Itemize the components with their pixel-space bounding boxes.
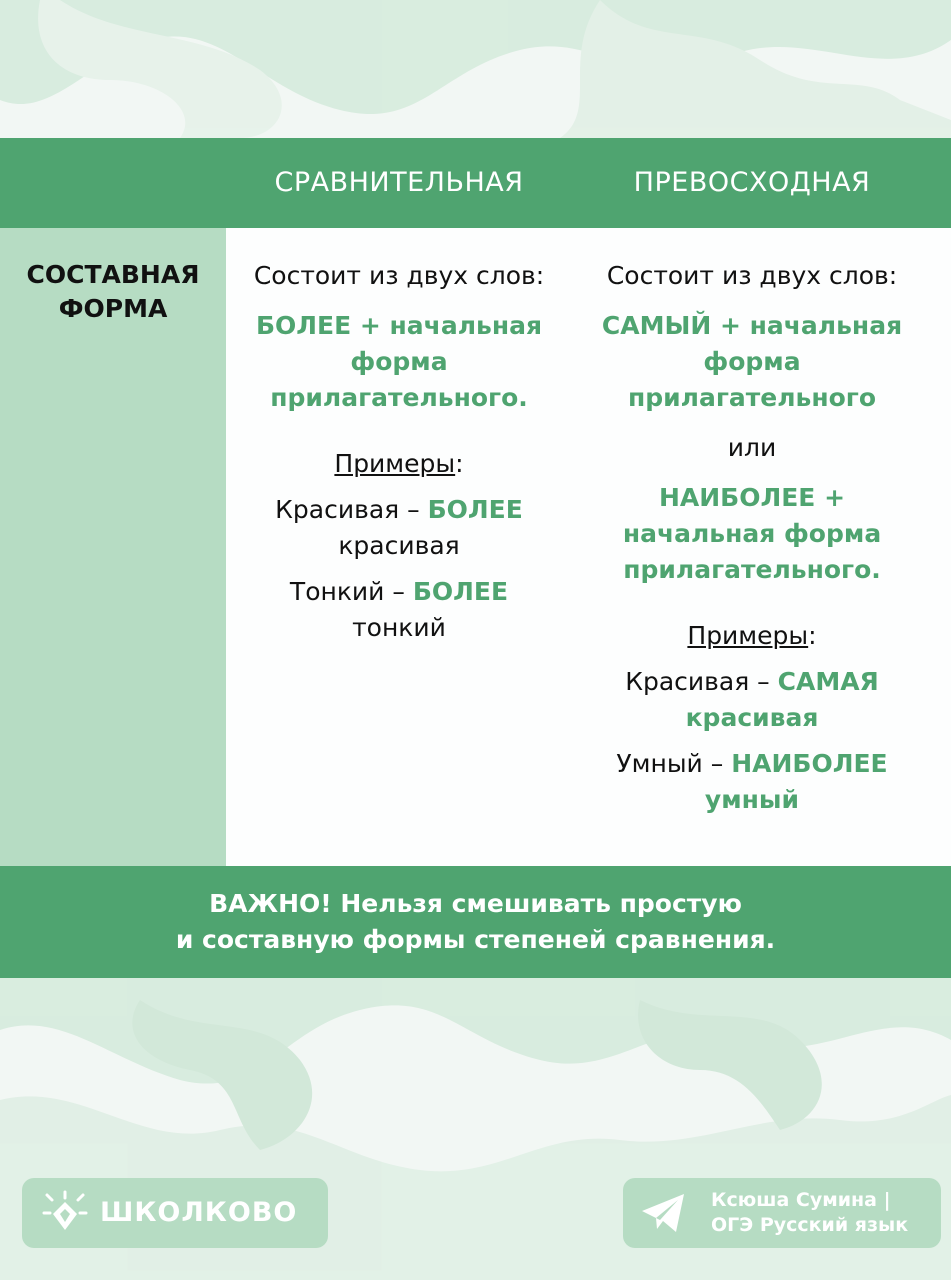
comparative-examples-colon: : [455,449,464,478]
superlative-rule2-line2: начальная форма [622,519,882,548]
brand-name: ШКОЛКОВО [100,1197,298,1228]
comparative-example-2-plain: Тонкий – [289,577,413,606]
superlative-rule2-line3: прилагательного. [623,555,881,584]
comparative-example-1-plain: Красивая – [275,495,428,524]
superlative-example-1-line2: красивая [685,703,819,732]
sparkle-diamond-icon [42,1190,88,1236]
superlative-example-1-highlight: САМАЯ [777,667,879,696]
superlative-example-1-plain: Красивая – [625,667,778,696]
superlative-examples-label: Примеры [687,621,809,650]
important-note [0,886,951,958]
comparative-examples-heading [226,446,572,482]
superlative-rule1-line2: форма [703,347,801,376]
superlative-rule1-line3: прилагательного [627,383,877,412]
comparative-example-1 [226,492,572,528]
superlative-column [572,258,932,818]
superlative-examples-colon: : [808,621,817,650]
author-line2: ОГЭ Русский язык [711,1214,909,1236]
comparative-example-2 [226,574,572,610]
important-line1: ВАЖНО! Нельзя смешивать простую [209,889,742,918]
comparative-example-1-highlight: БОЛЕЕ [427,495,523,524]
comparative-rule-line3: прилагательного. [270,383,528,412]
superlative-example-1 [572,664,932,700]
superlative-rule2-line1: НАИБОЛЕЕ + [658,483,846,512]
comparative-intro: Состоит из двух слов: [253,261,545,290]
row-label-line1: СОСТАВНАЯ [26,260,200,289]
brand-badge [22,1178,328,1248]
telegram-icon [639,1190,687,1236]
superlative-examples-heading [572,618,932,654]
comparative-rule-line2: форма [350,347,448,376]
author-badge [623,1178,941,1248]
superlative-example-2-plain: Умный – [616,749,732,778]
superlative-example-2 [572,746,932,782]
superlative-or: или [727,433,777,462]
superlative-example-2-highlight: НАИБОЛЕЕ [731,749,888,778]
comparative-examples-label: Примеры [334,449,456,478]
comparative-example-1-line2: красивая [338,531,460,560]
important-line2: и составную формы степеней сравнения. [175,925,776,954]
comparative-example-2-line2: тонкий [352,613,446,642]
author-line1: Ксюша Сумина | [711,1189,891,1211]
superlative-column-header: ПРЕВОСХОДНАЯ [633,167,871,198]
superlative-intro: Состоит из двух слов: [606,261,898,290]
row-label-line2: ФОРМА [58,294,168,323]
comparative-column-header: СРАВНИТЕЛЬНАЯ [274,167,524,198]
author-info [711,1188,908,1238]
row-label [0,258,226,326]
comparative-column [226,258,572,646]
superlative-example-2-line2: умный [704,785,800,814]
comparative-example-2-highlight: БОЛЕЕ [412,577,509,606]
superlative-rule1-line1: САМЫЙ + начальная [601,311,903,340]
comparative-rule-line1: БОЛЕЕ + начальная [255,311,543,340]
